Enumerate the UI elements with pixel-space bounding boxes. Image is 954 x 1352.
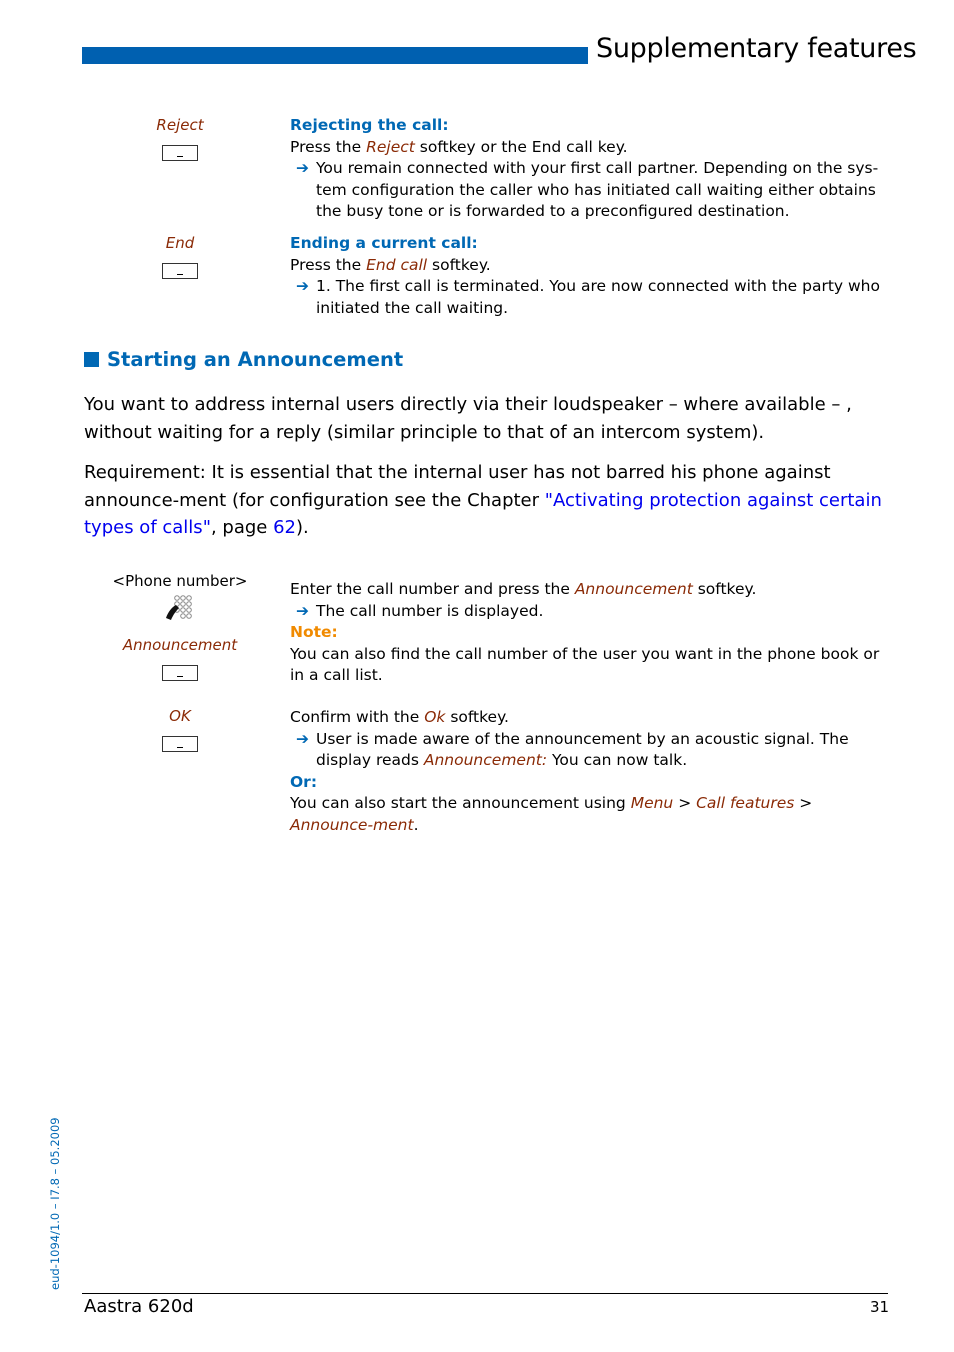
softkey-button-icon[interactable] — [162, 263, 198, 279]
announcement-menu-keyword: Announce-ment — [290, 815, 414, 834]
page-title: Supplementary features — [596, 33, 917, 64]
reject-softkey[interactable] — [110, 116, 250, 161]
announcement-display-keyword: Announcement: — [423, 751, 548, 769]
ok-instructions — [290, 707, 880, 836]
arrow-icon: ➔ — [296, 159, 309, 177]
note-text: You can also find the call number of the user you want in the phone book or in a call list. — [290, 644, 880, 684]
reject-keyword: Reject — [366, 137, 415, 156]
or-label: Or: — [290, 772, 318, 791]
ok-result: ➔ User is made aware of the announcement by an acoustic signal. The display reads Announcement: You can now talk. — [296, 729, 849, 769]
reject-softkey-label: Reject — [156, 116, 204, 134]
arrow-icon: ➔ — [296, 277, 309, 295]
announcement-keyword: Announcement — [574, 580, 693, 598]
end-heading: Ending a current call: — [290, 234, 478, 252]
announcement-softkey-label: Announcement — [122, 636, 238, 654]
phone-number-entry — [110, 572, 250, 681]
page-number: 31 — [870, 1298, 890, 1316]
ok-keyword: Ok — [424, 708, 446, 726]
or-text: You can also start the announcement using Menu > Call features > Announce-ment. — [290, 794, 813, 834]
requirement-paragraph: Requirement: It is essential that the internal user has not barred his phone against announce-ment (for configuration see the Chapter "Activating protection against certain types of calls", page 62). — [84, 462, 882, 538]
phone-number-label: <Phone number> — [112, 572, 248, 590]
header-bar — [82, 47, 588, 64]
softkey-button-icon[interactable] — [162, 665, 198, 681]
ok-step: Confirm with the Ok softkey. — [290, 708, 509, 726]
announcement-result: ➔ The call number is displayed. — [290, 601, 880, 623]
arrow-icon: ➔ — [296, 729, 309, 748]
menu-keyword: Menu — [630, 794, 674, 812]
ok-softkey[interactable] — [110, 707, 250, 752]
keypad-icon — [162, 594, 198, 622]
announcement-instructions — [290, 579, 880, 687]
softkey-button-icon[interactable] — [162, 736, 198, 752]
call-features-keyword: Call features — [696, 794, 795, 812]
announcement-step: Enter the call number and press the Announcement softkey. — [290, 580, 757, 598]
chapter-link[interactable]: "Activating protection against certain types of calls" — [84, 489, 882, 538]
end-keyword: End call — [366, 255, 428, 274]
reject-heading: Rejecting the call: — [290, 116, 449, 134]
end-softkey[interactable] — [110, 234, 250, 279]
end-instructions — [290, 233, 880, 319]
end-softkey-label: End — [165, 234, 195, 252]
document-code: eud-1094/1.0 – I7.8 – 05.2009 — [48, 1117, 62, 1290]
square-bullet-icon — [84, 352, 99, 367]
softkey-button-icon[interactable] — [162, 145, 198, 161]
arrow-icon: ➔ — [296, 601, 309, 620]
reject-step: Press the Reject softkey or the End call key. — [290, 137, 628, 156]
product-name: Aastra 620d — [84, 1296, 194, 1317]
end-step: Press the End call softkey. — [290, 255, 491, 274]
reject-instructions — [290, 115, 880, 223]
end-result: ➔ 1. The first call is terminated. You are now connected with the party who initiated the call waiting. — [296, 277, 880, 317]
footer-divider — [82, 1293, 888, 1294]
note-label: Note: — [290, 623, 338, 641]
section-heading: Starting an Announcement — [84, 348, 403, 371]
reject-result: ➔ You remain connected with your first call partner. Depending on the sys-tem configuration the caller who has initiated call waiting either obtains the busy tone or is forwarded to a preconfigured destination. — [296, 159, 879, 220]
intro-paragraph: You want to address internal users directly via their loudspeaker – where available – , without waiting for a reply (similar principle to that of an intercom system). — [84, 394, 852, 443]
ok-softkey-label: OK — [169, 707, 191, 725]
page-link[interactable]: 62 — [273, 517, 296, 538]
